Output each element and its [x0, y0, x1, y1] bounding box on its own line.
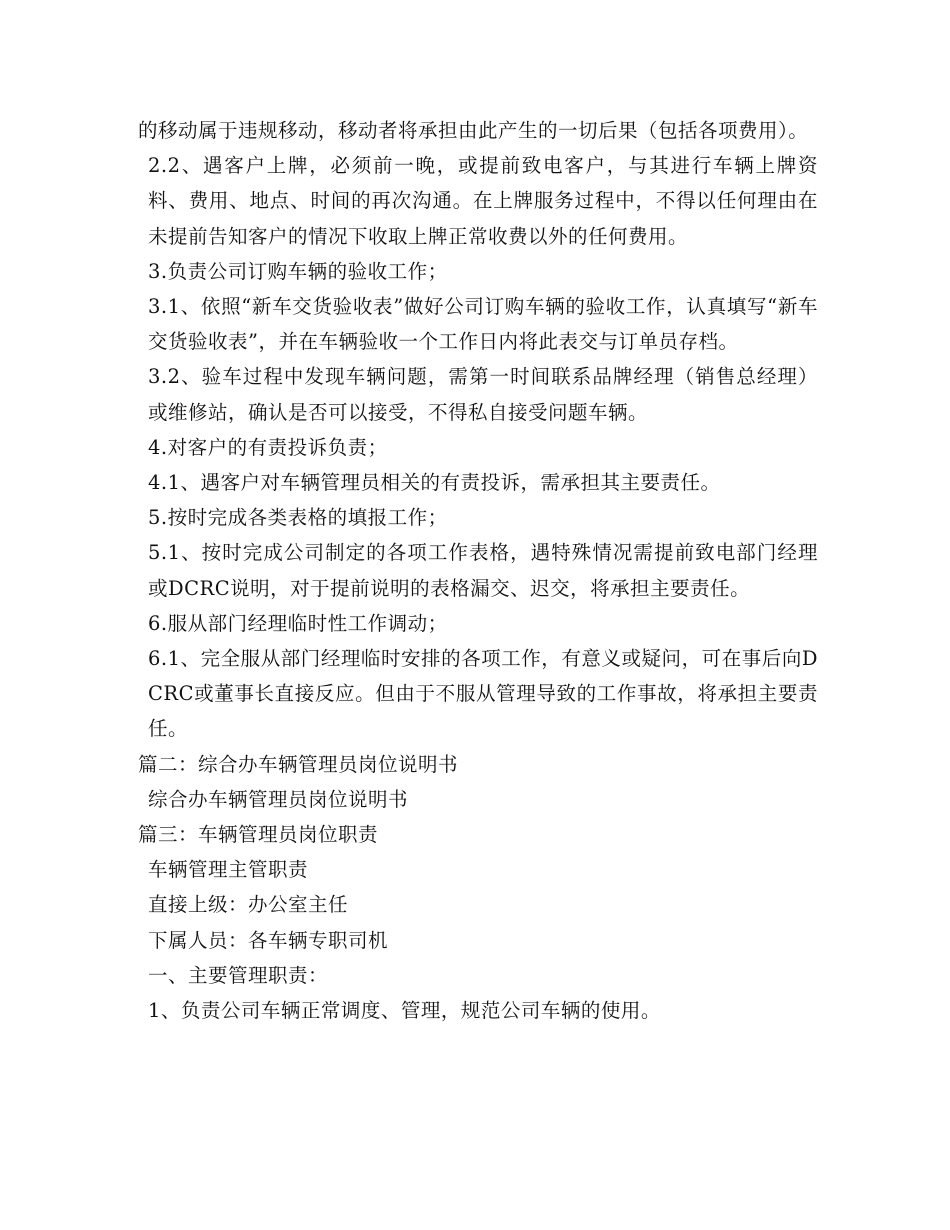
- paragraph-4: 3.1、依照“新车交货验收表”做好公司订购车辆的验收工作，认真填写“新车交货验收表”，并在车辆验收一个工作日内将此表交与订单员存档。: [148, 295, 818, 354]
- paragraph-5: 3.2、验车过程中发现车辆问题，需第一时间联系品牌经理（销售总经理）或维修站，确认是否可以接受，不得私自接受问题车辆。: [148, 365, 818, 424]
- document-page: [138, 113, 818, 1028]
- paragraph-11: 6.1、完全服从部门经理临时安排的各项工作，有意义或疑问，可在事后向DCRC或董事长直接反应。但由于不服从管理导致的工作事故，将承担主要责任。: [148, 647, 818, 741]
- paragraph-7: 4.1、遇客户对车辆管理员相关的有责投诉，需承担其主要责任。: [148, 471, 721, 495]
- section-subtitle-2: 综合办车辆管理员岗位说明书: [148, 787, 409, 811]
- paragraph-8: 5.按时完成各类表格的填报工作；: [148, 506, 448, 530]
- paragraph-10: 6.服从部门经理临时性工作调动；: [148, 611, 448, 635]
- paragraph-1: 的移动属于违规移动，移动者将承担由此产生的一切后果（包括各项费用）。: [138, 119, 809, 142]
- direct-superior: 直接上级：办公室主任: [148, 893, 349, 917]
- duties-heading: 一、主要管理职责：: [148, 963, 329, 987]
- paragraph-3: 3.负责公司订购车辆的验收工作；: [148, 259, 448, 283]
- subordinates: 下属人员：各车辆专职司机: [148, 928, 389, 952]
- paragraph-2: 2.2、遇客户上牌，必须前一晚，或提前致电客户，与其进行车辆上牌资料、费用、地点、时间的再次沟通。在上牌服务过程中，不得以任何理由在未提前告知客户的情况下收取上牌正常收费以外的任何费用。: [148, 154, 818, 248]
- section-heading-3: 篇三：车辆管理员岗位职责: [138, 823, 379, 847]
- paragraph-6: 4.对客户的有责投诉负责；: [148, 435, 388, 459]
- role-title: 车辆管理主管职责: [148, 858, 309, 882]
- paragraph-9: 5.1、按时完成公司制定的各项工作表格，遇特殊情况需提前致电部门经理或DCRC说明，对于提前说明的表格漏交、迟交，将承担主要责任。: [148, 541, 818, 600]
- duty-item-1: 1、负责公司车辆正常调度、管理，规范公司车辆的使用。: [148, 999, 661, 1023]
- section-heading-2: 篇二：综合办车辆管理员岗位说明书: [138, 752, 459, 776]
